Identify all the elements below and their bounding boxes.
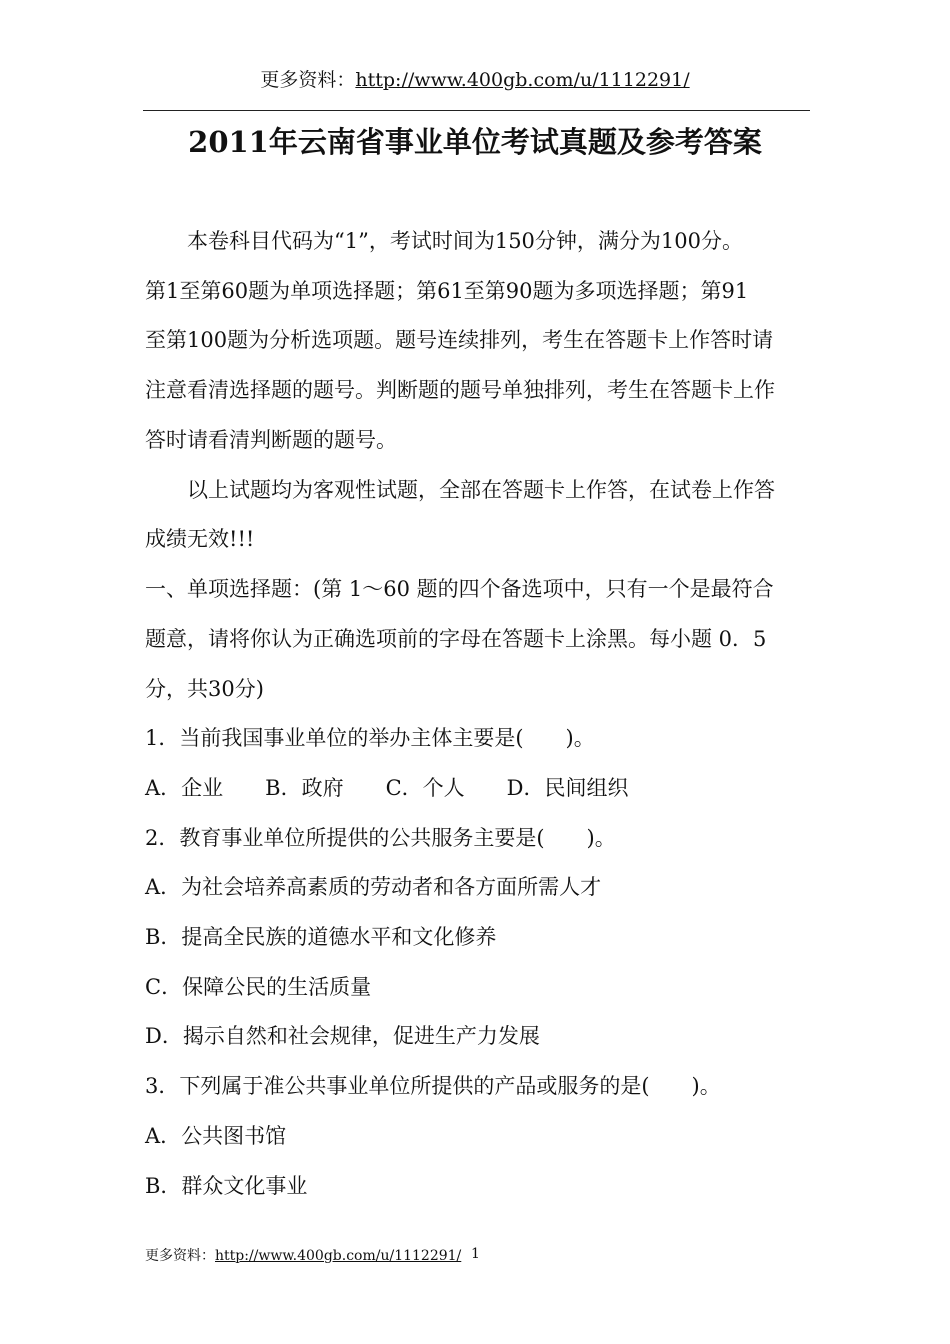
body-line-6: 以上试题均为客观性试题，全部在答题卡上作答，在试卷上作答 [145,478,775,502]
header-label: 更多资料： [260,69,356,91]
question-1-options: A．企业 B．政府 C．个人 D．民间组织 [145,776,629,800]
question-2-option-c: C．保障公民的生活质量 [145,975,372,999]
section-heading-line-1: 一、单项选择题：(第 1～60 题的四个备选项中，只有一个是最符合 [145,577,774,601]
question-2: 2．教育事业单位所提供的公共服务主要是( )。 [145,826,616,850]
footer-link[interactable]: http://www.400gb.com/u/1112291/ [215,1248,462,1264]
section-heading-line-2: 题意，请将你认为正确选项前的字母在答题卡上涂黑。每小题 0．5 [145,627,767,651]
body-line-5: 答时请看清判断题的题号。 [145,428,397,452]
body-line-3: 至第100题为分析选项题。题号连续排列，考生在答题卡上作答时请 [145,328,774,352]
body-line-4: 注意看清选择题的题号。判断题的题号单独排列，考生在答题卡上作 [145,378,775,402]
question-2-option-d: D．揭示自然和社会规律，促进生产力发展 [145,1024,540,1048]
question-3-option-b: B．群众文化事业 [145,1174,308,1198]
page-number: 1 [471,1246,480,1262]
footer-label: 更多资料： [145,1248,215,1264]
question-2-option-b: B．提高全民族的道德水平和文化修养 [145,925,497,949]
header-link[interactable]: http://www.400gb.com/u/1112291/ [355,69,690,91]
question-1: 1．当前我国事业单位的举办主体主要是( )。 [145,726,595,750]
page-footer [145,1246,461,1266]
header-divider [143,110,810,111]
page-header [0,66,950,94]
body-line-1: 本卷科目代码为“1”，考试时间为150分钟，满分为100分。 [145,229,743,253]
body-line-7: 成绩无效!!! [145,527,255,551]
document-title: 2011年云南省事业单位考试真题及参考答案 [188,125,762,159]
section-heading-line-3: 分，共30分) [145,677,264,701]
question-2-option-a: A．为社会培养高素质的劳动者和各方面所需人才 [145,875,602,899]
question-3: 3．下列属于准公共事业单位所提供的产品或服务的是( )。 [145,1074,721,1098]
question-3-option-a: A．公共图书馆 [145,1124,287,1148]
body-line-2: 第1至第60题为单项选择题；第61至第90题为多项选择题；第91 [145,279,749,303]
